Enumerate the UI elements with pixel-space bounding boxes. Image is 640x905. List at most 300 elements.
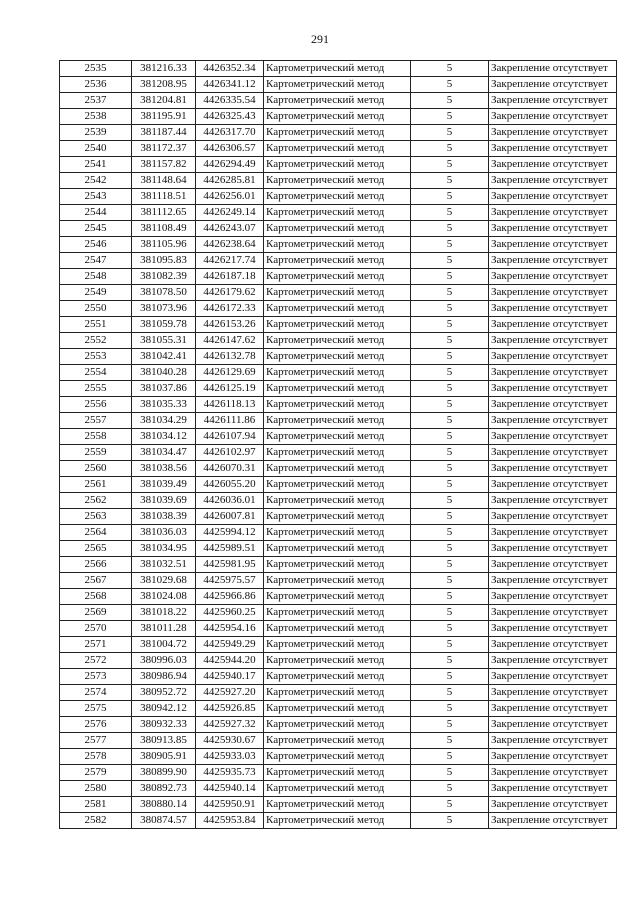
table-row bbox=[60, 285, 617, 301]
table-row bbox=[60, 669, 617, 685]
x-coordinate-cell: 380905.91 bbox=[132, 749, 196, 765]
y-coordinate-cell: 4426341.12 bbox=[196, 77, 264, 93]
coordinates-table bbox=[59, 60, 617, 829]
table-row bbox=[60, 653, 617, 669]
table-row bbox=[60, 381, 617, 397]
point-number-cell: 2579 bbox=[60, 765, 132, 781]
y-coordinate-cell: 4426256.01 bbox=[196, 189, 264, 205]
fixing-cell: Закрепление отсутствует bbox=[489, 141, 617, 157]
method-cell: Картометрический метод bbox=[264, 637, 411, 653]
y-coordinate-cell: 4425927.20 bbox=[196, 685, 264, 701]
y-coordinate-cell: 4425989.51 bbox=[196, 541, 264, 557]
point-number-cell: 2561 bbox=[60, 477, 132, 493]
method-cell: Картометрический метод bbox=[264, 221, 411, 237]
table-row bbox=[60, 269, 617, 285]
table-row bbox=[60, 541, 617, 557]
accuracy-cell: 5 bbox=[411, 765, 489, 781]
y-coordinate-cell: 4426132.78 bbox=[196, 349, 264, 365]
table-row bbox=[60, 813, 617, 829]
x-coordinate-cell: 381095.83 bbox=[132, 253, 196, 269]
point-number-cell: 2558 bbox=[60, 429, 132, 445]
y-coordinate-cell: 4426007.81 bbox=[196, 509, 264, 525]
method-cell: Картометрический метод bbox=[264, 605, 411, 621]
fixing-cell: Закрепление отсутствует bbox=[489, 397, 617, 413]
point-number-cell: 2570 bbox=[60, 621, 132, 637]
y-coordinate-cell: 4426179.62 bbox=[196, 285, 264, 301]
fixing-cell: Закрепление отсутствует bbox=[489, 653, 617, 669]
fixing-cell: Закрепление отсутствует bbox=[489, 461, 617, 477]
y-coordinate-cell: 4425975.57 bbox=[196, 573, 264, 589]
fixing-cell: Закрепление отсутствует bbox=[489, 77, 617, 93]
x-coordinate-cell: 381034.95 bbox=[132, 541, 196, 557]
method-cell: Картометрический метод bbox=[264, 157, 411, 173]
fixing-cell: Закрепление отсутствует bbox=[489, 317, 617, 333]
table-row bbox=[60, 301, 617, 317]
point-number-cell: 2581 bbox=[60, 797, 132, 813]
method-cell: Картометрический метод bbox=[264, 797, 411, 813]
method-cell: Картометрический метод bbox=[264, 685, 411, 701]
fixing-cell: Закрепление отсутствует bbox=[489, 125, 617, 141]
method-cell: Картометрический метод bbox=[264, 557, 411, 573]
point-number-cell: 2567 bbox=[60, 573, 132, 589]
accuracy-cell: 5 bbox=[411, 637, 489, 653]
point-number-cell: 2582 bbox=[60, 813, 132, 829]
y-coordinate-cell: 4425950.91 bbox=[196, 797, 264, 813]
method-cell: Картометрический метод bbox=[264, 717, 411, 733]
point-number-cell: 2571 bbox=[60, 637, 132, 653]
fixing-cell: Закрепление отсутствует bbox=[489, 765, 617, 781]
point-number-cell: 2550 bbox=[60, 301, 132, 317]
x-coordinate-cell: 380942.12 bbox=[132, 701, 196, 717]
table-row bbox=[60, 173, 617, 189]
fixing-cell: Закрепление отсутствует bbox=[489, 749, 617, 765]
method-cell: Картометрический метод bbox=[264, 397, 411, 413]
accuracy-cell: 5 bbox=[411, 333, 489, 349]
point-number-cell: 2562 bbox=[60, 493, 132, 509]
accuracy-cell: 5 bbox=[411, 381, 489, 397]
point-number-cell: 2578 bbox=[60, 749, 132, 765]
x-coordinate-cell: 381055.31 bbox=[132, 333, 196, 349]
table-row bbox=[60, 685, 617, 701]
x-coordinate-cell: 381024.08 bbox=[132, 589, 196, 605]
fixing-cell: Закрепление отсутствует bbox=[489, 173, 617, 189]
accuracy-cell: 5 bbox=[411, 269, 489, 285]
y-coordinate-cell: 4425994.12 bbox=[196, 525, 264, 541]
method-cell: Картометрический метод bbox=[264, 125, 411, 141]
table-row bbox=[60, 557, 617, 573]
method-cell: Картометрический метод bbox=[264, 765, 411, 781]
accuracy-cell: 5 bbox=[411, 509, 489, 525]
fixing-cell: Закрепление отсутствует bbox=[489, 381, 617, 397]
method-cell: Картометрический метод bbox=[264, 653, 411, 669]
x-coordinate-cell: 380892.73 bbox=[132, 781, 196, 797]
method-cell: Картометрический метод bbox=[264, 269, 411, 285]
accuracy-cell: 5 bbox=[411, 253, 489, 269]
x-coordinate-cell: 381078.50 bbox=[132, 285, 196, 301]
accuracy-cell: 5 bbox=[411, 733, 489, 749]
method-cell: Картометрический метод bbox=[264, 733, 411, 749]
point-number-cell: 2539 bbox=[60, 125, 132, 141]
table-row bbox=[60, 221, 617, 237]
table-row bbox=[60, 733, 617, 749]
x-coordinate-cell: 381157.82 bbox=[132, 157, 196, 173]
fixing-cell: Закрепление отсутствует bbox=[489, 813, 617, 829]
x-coordinate-cell: 381039.49 bbox=[132, 477, 196, 493]
y-coordinate-cell: 4426243.07 bbox=[196, 221, 264, 237]
table-row bbox=[60, 797, 617, 813]
y-coordinate-cell: 4425930.67 bbox=[196, 733, 264, 749]
point-number-cell: 2568 bbox=[60, 589, 132, 605]
point-number-cell: 2560 bbox=[60, 461, 132, 477]
table-row bbox=[60, 365, 617, 381]
table-row bbox=[60, 333, 617, 349]
y-coordinate-cell: 4426111.86 bbox=[196, 413, 264, 429]
accuracy-cell: 5 bbox=[411, 237, 489, 253]
y-coordinate-cell: 4426129.69 bbox=[196, 365, 264, 381]
x-coordinate-cell: 381034.12 bbox=[132, 429, 196, 445]
x-coordinate-cell: 381105.96 bbox=[132, 237, 196, 253]
accuracy-cell: 5 bbox=[411, 813, 489, 829]
x-coordinate-cell: 381187.44 bbox=[132, 125, 196, 141]
method-cell: Картометрический метод bbox=[264, 781, 411, 797]
accuracy-cell: 5 bbox=[411, 557, 489, 573]
method-cell: Картометрический метод bbox=[264, 205, 411, 221]
table-row bbox=[60, 621, 617, 637]
fixing-cell: Закрепление отсутствует bbox=[489, 413, 617, 429]
point-number-cell: 2543 bbox=[60, 189, 132, 205]
point-number-cell: 2544 bbox=[60, 205, 132, 221]
x-coordinate-cell: 381118.51 bbox=[132, 189, 196, 205]
point-number-cell: 2557 bbox=[60, 413, 132, 429]
method-cell: Картометрический метод bbox=[264, 141, 411, 157]
point-number-cell: 2537 bbox=[60, 93, 132, 109]
table-row bbox=[60, 781, 617, 797]
point-number-cell: 2556 bbox=[60, 397, 132, 413]
method-cell: Картометрический метод bbox=[264, 509, 411, 525]
point-number-cell: 2548 bbox=[60, 269, 132, 285]
x-coordinate-cell: 381004.72 bbox=[132, 637, 196, 653]
accuracy-cell: 5 bbox=[411, 61, 489, 77]
accuracy-cell: 5 bbox=[411, 157, 489, 173]
table-row bbox=[60, 125, 617, 141]
method-cell: Картометрический метод bbox=[264, 493, 411, 509]
x-coordinate-cell: 381029.68 bbox=[132, 573, 196, 589]
fixing-cell: Закрепление отсутствует bbox=[489, 61, 617, 77]
table-row bbox=[60, 765, 617, 781]
fixing-cell: Закрепление отсутствует bbox=[489, 221, 617, 237]
point-number-cell: 2542 bbox=[60, 173, 132, 189]
accuracy-cell: 5 bbox=[411, 781, 489, 797]
y-coordinate-cell: 4425953.84 bbox=[196, 813, 264, 829]
y-coordinate-cell: 4425949.29 bbox=[196, 637, 264, 653]
point-number-cell: 2545 bbox=[60, 221, 132, 237]
fixing-cell: Закрепление отсутствует bbox=[489, 557, 617, 573]
point-number-cell: 2564 bbox=[60, 525, 132, 541]
accuracy-cell: 5 bbox=[411, 301, 489, 317]
fixing-cell: Закрепление отсутствует bbox=[489, 237, 617, 253]
point-number-cell: 2535 bbox=[60, 61, 132, 77]
y-coordinate-cell: 4426147.62 bbox=[196, 333, 264, 349]
method-cell: Картометрический метод bbox=[264, 93, 411, 109]
table-row bbox=[60, 77, 617, 93]
method-cell: Картометрический метод bbox=[264, 285, 411, 301]
x-coordinate-cell: 381039.69 bbox=[132, 493, 196, 509]
x-coordinate-cell: 381172.37 bbox=[132, 141, 196, 157]
page-number: 291 bbox=[311, 32, 329, 46]
fixing-cell: Закрепление отсутствует bbox=[489, 573, 617, 589]
point-number-cell: 2580 bbox=[60, 781, 132, 797]
point-number-cell: 2549 bbox=[60, 285, 132, 301]
y-coordinate-cell: 4425944.20 bbox=[196, 653, 264, 669]
method-cell: Картометрический метод bbox=[264, 477, 411, 493]
fixing-cell: Закрепление отсутствует bbox=[489, 333, 617, 349]
table-row bbox=[60, 349, 617, 365]
x-coordinate-cell: 381036.03 bbox=[132, 525, 196, 541]
y-coordinate-cell: 4425935.73 bbox=[196, 765, 264, 781]
table-row bbox=[60, 397, 617, 413]
y-coordinate-cell: 4425940.14 bbox=[196, 781, 264, 797]
accuracy-cell: 5 bbox=[411, 77, 489, 93]
method-cell: Картометрический метод bbox=[264, 445, 411, 461]
table-row bbox=[60, 701, 617, 717]
table-row bbox=[60, 109, 617, 125]
accuracy-cell: 5 bbox=[411, 653, 489, 669]
accuracy-cell: 5 bbox=[411, 221, 489, 237]
fixing-cell: Закрепление отсутствует bbox=[489, 717, 617, 733]
accuracy-cell: 5 bbox=[411, 317, 489, 333]
accuracy-cell: 5 bbox=[411, 589, 489, 605]
y-coordinate-cell: 4426306.57 bbox=[196, 141, 264, 157]
point-number-cell: 2574 bbox=[60, 685, 132, 701]
fixing-cell: Закрепление отсутствует bbox=[489, 797, 617, 813]
accuracy-cell: 5 bbox=[411, 205, 489, 221]
point-number-cell: 2573 bbox=[60, 669, 132, 685]
x-coordinate-cell: 381035.33 bbox=[132, 397, 196, 413]
fixing-cell: Закрепление отсутствует bbox=[489, 621, 617, 637]
accuracy-cell: 5 bbox=[411, 541, 489, 557]
accuracy-cell: 5 bbox=[411, 429, 489, 445]
accuracy-cell: 5 bbox=[411, 141, 489, 157]
y-coordinate-cell: 4426187.18 bbox=[196, 269, 264, 285]
method-cell: Картометрический метод bbox=[264, 317, 411, 333]
accuracy-cell: 5 bbox=[411, 173, 489, 189]
method-cell: Картометрический метод bbox=[264, 189, 411, 205]
point-number-cell: 2575 bbox=[60, 701, 132, 717]
accuracy-cell: 5 bbox=[411, 413, 489, 429]
y-coordinate-cell: 4426153.26 bbox=[196, 317, 264, 333]
fixing-cell: Закрепление отсутствует bbox=[489, 205, 617, 221]
point-number-cell: 2566 bbox=[60, 557, 132, 573]
x-coordinate-cell: 380899.90 bbox=[132, 765, 196, 781]
accuracy-cell: 5 bbox=[411, 109, 489, 125]
accuracy-cell: 5 bbox=[411, 93, 489, 109]
table-row bbox=[60, 461, 617, 477]
y-coordinate-cell: 4425966.86 bbox=[196, 589, 264, 605]
y-coordinate-cell: 4426036.01 bbox=[196, 493, 264, 509]
fixing-cell: Закрепление отсутствует bbox=[489, 285, 617, 301]
method-cell: Картометрический метод bbox=[264, 621, 411, 637]
fixing-cell: Закрепление отсутствует bbox=[489, 157, 617, 173]
x-coordinate-cell: 380952.72 bbox=[132, 685, 196, 701]
x-coordinate-cell: 381082.39 bbox=[132, 269, 196, 285]
point-number-cell: 2547 bbox=[60, 253, 132, 269]
fixing-cell: Закрепление отсутствует bbox=[489, 429, 617, 445]
method-cell: Картометрический метод bbox=[264, 461, 411, 477]
x-coordinate-cell: 381204.81 bbox=[132, 93, 196, 109]
y-coordinate-cell: 4426238.64 bbox=[196, 237, 264, 253]
y-coordinate-cell: 4426285.81 bbox=[196, 173, 264, 189]
point-number-cell: 2572 bbox=[60, 653, 132, 669]
fixing-cell: Закрепление отсутствует bbox=[489, 189, 617, 205]
fixing-cell: Закрепление отсутствует bbox=[489, 493, 617, 509]
fixing-cell: Закрепление отсутствует bbox=[489, 93, 617, 109]
fixing-cell: Закрепление отсутствует bbox=[489, 637, 617, 653]
point-number-cell: 2576 bbox=[60, 717, 132, 733]
accuracy-cell: 5 bbox=[411, 605, 489, 621]
point-number-cell: 2546 bbox=[60, 237, 132, 253]
table-row bbox=[60, 141, 617, 157]
y-coordinate-cell: 4426118.13 bbox=[196, 397, 264, 413]
fixing-cell: Закрепление отсутствует bbox=[489, 525, 617, 541]
method-cell: Картометрический метод bbox=[264, 525, 411, 541]
x-coordinate-cell: 380932.33 bbox=[132, 717, 196, 733]
method-cell: Картометрический метод bbox=[264, 365, 411, 381]
y-coordinate-cell: 4426102.97 bbox=[196, 445, 264, 461]
x-coordinate-cell: 381011.28 bbox=[132, 621, 196, 637]
y-coordinate-cell: 4425927.32 bbox=[196, 717, 264, 733]
accuracy-cell: 5 bbox=[411, 749, 489, 765]
fixing-cell: Закрепление отсутствует bbox=[489, 541, 617, 557]
accuracy-cell: 5 bbox=[411, 125, 489, 141]
table-row bbox=[60, 749, 617, 765]
fixing-cell: Закрепление отсутствует bbox=[489, 109, 617, 125]
fixing-cell: Закрепление отсутствует bbox=[489, 445, 617, 461]
point-number-cell: 2551 bbox=[60, 317, 132, 333]
x-coordinate-cell: 381038.39 bbox=[132, 509, 196, 525]
y-coordinate-cell: 4426125.19 bbox=[196, 381, 264, 397]
x-coordinate-cell: 381216.33 bbox=[132, 61, 196, 77]
point-number-cell: 2536 bbox=[60, 77, 132, 93]
accuracy-cell: 5 bbox=[411, 349, 489, 365]
table-row bbox=[60, 413, 617, 429]
table-row bbox=[60, 317, 617, 333]
y-coordinate-cell: 4426172.33 bbox=[196, 301, 264, 317]
y-coordinate-cell: 4425954.16 bbox=[196, 621, 264, 637]
y-coordinate-cell: 4425933.03 bbox=[196, 749, 264, 765]
method-cell: Картометрический метод bbox=[264, 173, 411, 189]
y-coordinate-cell: 4426317.70 bbox=[196, 125, 264, 141]
y-coordinate-cell: 4426352.34 bbox=[196, 61, 264, 77]
table-row bbox=[60, 525, 617, 541]
fixing-cell: Закрепление отсутствует bbox=[489, 349, 617, 365]
accuracy-cell: 5 bbox=[411, 461, 489, 477]
y-coordinate-cell: 4425981.95 bbox=[196, 557, 264, 573]
x-coordinate-cell: 381059.78 bbox=[132, 317, 196, 333]
accuracy-cell: 5 bbox=[411, 477, 489, 493]
accuracy-cell: 5 bbox=[411, 621, 489, 637]
table-row bbox=[60, 509, 617, 525]
fixing-cell: Закрепление отсутствует bbox=[489, 781, 617, 797]
point-number-cell: 2577 bbox=[60, 733, 132, 749]
method-cell: Картометрический метод bbox=[264, 813, 411, 829]
point-number-cell: 2563 bbox=[60, 509, 132, 525]
method-cell: Картометрический метод bbox=[264, 573, 411, 589]
point-number-cell: 2538 bbox=[60, 109, 132, 125]
accuracy-cell: 5 bbox=[411, 525, 489, 541]
method-cell: Картометрический метод bbox=[264, 429, 411, 445]
table-row bbox=[60, 717, 617, 733]
y-coordinate-cell: 4425926.85 bbox=[196, 701, 264, 717]
table-row bbox=[60, 589, 617, 605]
fixing-cell: Закрепление отсутствует bbox=[489, 589, 617, 605]
y-coordinate-cell: 4426325.43 bbox=[196, 109, 264, 125]
method-cell: Картометрический метод bbox=[264, 541, 411, 557]
x-coordinate-cell: 381208.95 bbox=[132, 77, 196, 93]
x-coordinate-cell: 381073.96 bbox=[132, 301, 196, 317]
table-row bbox=[60, 157, 617, 173]
accuracy-cell: 5 bbox=[411, 717, 489, 733]
method-cell: Картометрический метод bbox=[264, 253, 411, 269]
fixing-cell: Закрепление отсутствует bbox=[489, 253, 617, 269]
x-coordinate-cell: 381034.29 bbox=[132, 413, 196, 429]
fixing-cell: Закрепление отсутствует bbox=[489, 701, 617, 717]
table-row bbox=[60, 429, 617, 445]
x-coordinate-cell: 381040.28 bbox=[132, 365, 196, 381]
y-coordinate-cell: 4426294.49 bbox=[196, 157, 264, 173]
y-coordinate-cell: 4426217.74 bbox=[196, 253, 264, 269]
x-coordinate-cell: 381038.56 bbox=[132, 461, 196, 477]
coordinates-table-body bbox=[60, 61, 617, 829]
method-cell: Картометрический метод bbox=[264, 333, 411, 349]
fixing-cell: Закрепление отсутствует bbox=[489, 365, 617, 381]
accuracy-cell: 5 bbox=[411, 573, 489, 589]
method-cell: Картометрический метод bbox=[264, 749, 411, 765]
x-coordinate-cell: 381042.41 bbox=[132, 349, 196, 365]
point-number-cell: 2569 bbox=[60, 605, 132, 621]
method-cell: Картометрический метод bbox=[264, 669, 411, 685]
method-cell: Картометрический метод bbox=[264, 77, 411, 93]
y-coordinate-cell: 4426055.20 bbox=[196, 477, 264, 493]
x-coordinate-cell: 381037.86 bbox=[132, 381, 196, 397]
table-row bbox=[60, 189, 617, 205]
x-coordinate-cell: 380874.57 bbox=[132, 813, 196, 829]
y-coordinate-cell: 4426249.14 bbox=[196, 205, 264, 221]
x-coordinate-cell: 380880.14 bbox=[132, 797, 196, 813]
y-coordinate-cell: 4425960.25 bbox=[196, 605, 264, 621]
point-number-cell: 2540 bbox=[60, 141, 132, 157]
x-coordinate-cell: 381148.64 bbox=[132, 173, 196, 189]
table-row bbox=[60, 93, 617, 109]
method-cell: Картометрический метод bbox=[264, 349, 411, 365]
point-number-cell: 2552 bbox=[60, 333, 132, 349]
method-cell: Картометрический метод bbox=[264, 701, 411, 717]
method-cell: Картометрический метод bbox=[264, 109, 411, 125]
x-coordinate-cell: 381034.47 bbox=[132, 445, 196, 461]
point-number-cell: 2565 bbox=[60, 541, 132, 557]
fixing-cell: Закрепление отсутствует bbox=[489, 269, 617, 285]
method-cell: Картометрический метод bbox=[264, 237, 411, 253]
accuracy-cell: 5 bbox=[411, 365, 489, 381]
x-coordinate-cell: 381108.49 bbox=[132, 221, 196, 237]
accuracy-cell: 5 bbox=[411, 701, 489, 717]
method-cell: Картометрический метод bbox=[264, 61, 411, 77]
fixing-cell: Закрепление отсутствует bbox=[489, 301, 617, 317]
x-coordinate-cell: 381018.22 bbox=[132, 605, 196, 621]
x-coordinate-cell: 380913.85 bbox=[132, 733, 196, 749]
y-coordinate-cell: 4425940.17 bbox=[196, 669, 264, 685]
fixing-cell: Закрепление отсутствует bbox=[489, 605, 617, 621]
accuracy-cell: 5 bbox=[411, 493, 489, 509]
